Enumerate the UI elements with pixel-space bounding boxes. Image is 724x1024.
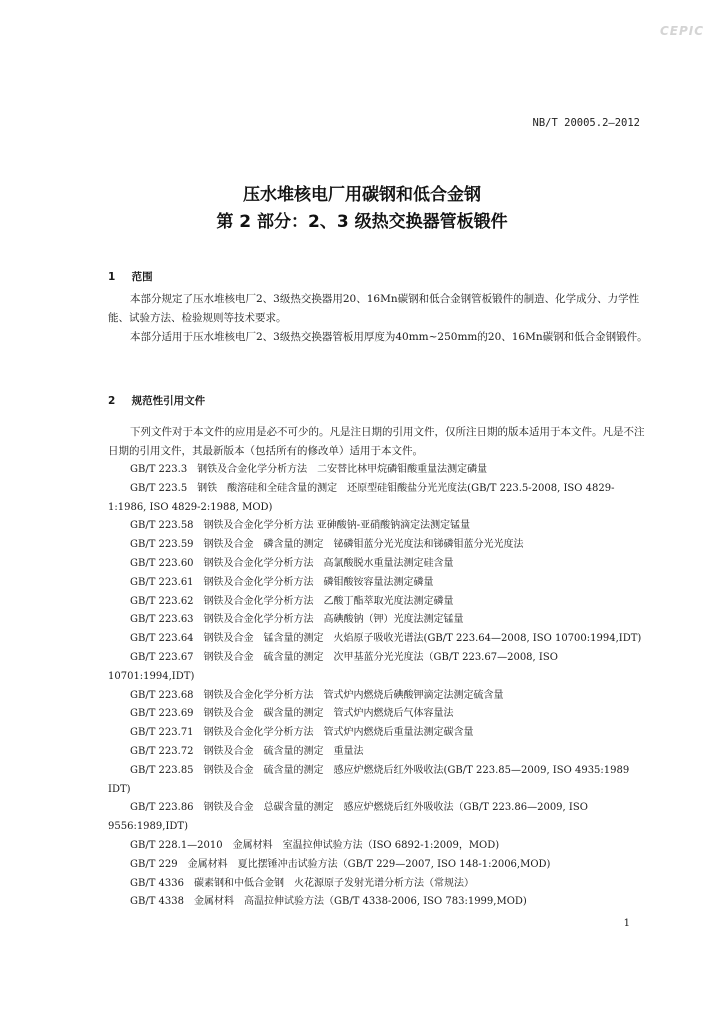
reference-item: GB/T 223.60 钢铁及合金化学分析方法 高氯酸脱水重量法测定硅含量: [130, 557, 454, 569]
scope-paragraph-1: 本部分规定了压水堆核电厂2、3级热交换器用20、16Mn碳钢和低合金钢管板锻件的制造、化学成分、力学性能、试验方法、检验规则等技术要求。: [108, 293, 640, 324]
document-title-line-2: 第 2 部分：2、3 级热交换器管板锻件: [216, 212, 508, 232]
reference-item: GB/T 223.85 钢铁及合金 硫含量的测定 感应炉燃烧后红外吸收法(GB/T 223.85—2009, ISO 4935:1989 IDT): [108, 764, 630, 795]
reference-item: GB/T 223.5 钢铁 酸溶硅和全硅含量的测定 还原型硅钼酸盐分光光度法(GB/T 223.5-2008, ISO 4829-1:1986, ISO 4829-2:1988, MOD): [108, 482, 615, 513]
section-heading-normative-references: [108, 393, 628, 408]
reference-item: GB/T 223.61 钢铁及合金化学分析方法 磷钼酸铵容量法测定磷量: [130, 576, 434, 588]
section-heading-scope: [108, 269, 628, 284]
reference-list: [108, 461, 644, 912]
section-number: 2: [108, 395, 116, 407]
reference-item: GB/T 223.3 钢铁及合金化学分析方法 二安替比林甲烷磷钼酸重量法测定磷量: [130, 464, 488, 475]
scope-paragraph-2: 本部分适用于压水堆核电厂2、3级热交换器管板用厚度为40mm~250mm的20、16Mn碳钢和低合金钢锻件。: [130, 331, 648, 343]
document-id: NB/T 20005.2—2012: [532, 117, 640, 129]
reference-item: GB/T 223.58 钢铁及合金化学分析方法 亚砷酸钠-亚硝酸钠滴定法测定锰量: [130, 520, 471, 532]
reference-item: GB/T 223.71 钢铁及合金化学分析方法 管式炉内燃烧后重量法测定碳含量: [130, 727, 474, 739]
document-title-line-1: 压水堆核电厂用碳钢和低合金钢: [243, 185, 481, 205]
section-title: 范围: [131, 271, 153, 283]
page-number: 1: [623, 918, 630, 929]
section-title: 规范性引用文件: [131, 395, 206, 407]
reference-item: GB/T 223.86 钢铁及合金 总碳含量的测定 感应炉燃烧后红外吸收法（GB/T 223.86—2009, ISO 9556:1989,IDT): [108, 802, 588, 833]
reference-item: GB/T 4336 碳素钢和中低合金钢 火花源原子发射光谱分析方法（常规法）: [130, 877, 475, 889]
reference-item: GB/T 223.67 钢铁及合金 硫含量的测定 次甲基蓝分光光度法（GB/T 223.67—2008, ISO 10701:1994,IDT): [108, 651, 558, 682]
reference-item: GB/T 223.59 钢铁及合金 磷含量的测定 铋磷钼蓝分光光度法和锑磷钼蓝分光光度法: [130, 539, 524, 551]
references-intro-paragraph: 下列文件对于本文件的应用是必不可少的。凡是注日期的引用文件，仅所注日期的版本适用于本文件。凡是不注日期的引用文件，其最新版本（包括所有的修改单）适用于本文件。: [108, 426, 645, 457]
reference-item: GB/T 223.62 钢铁及合金化学分析方法 乙酸丁酯萃取光度法测定磷量: [130, 595, 454, 607]
reference-item: GB/T 228.1—2010 金属材料 室温拉伸试验方法（ISO 6892-1:2009，MOD): [130, 839, 500, 851]
reference-item: GB/T 223.72 钢铁及合金 硫含量的测定 重量法: [130, 745, 364, 757]
reference-item: GB/T 223.64 钢铁及合金 锰含量的测定 火焰原子吸收光谱法(GB/T 223.64—2008, ISO 10700:1994,IDT): [130, 633, 642, 645]
reference-item: GB/T 229 金属材料 夏比摆锤冲击试验方法（GB/T 229—2007, ISO 148-1:2006,MOD): [130, 858, 551, 870]
reference-item: GB/T 223.63 钢铁及合金化学分析方法 高碘酸钠（钾）光度法测定锰量: [130, 614, 464, 626]
reference-item: GB/T 4338 金属材料 高温拉伸试验方法（GB/T 4338-2006, ISO 783:1999,MOD): [130, 896, 527, 908]
reference-item: GB/T 223.69 钢铁及合金 碳含量的测定 管式炉内燃烧后气体容量法: [130, 708, 454, 720]
section-number: 1: [108, 271, 116, 283]
reference-item: GB/T 223.68 钢铁及合金化学分析方法 管式炉内燃烧后碘酸钾滴定法测定硫含量: [130, 689, 504, 701]
watermark-logo: CEPIC: [660, 24, 705, 38]
